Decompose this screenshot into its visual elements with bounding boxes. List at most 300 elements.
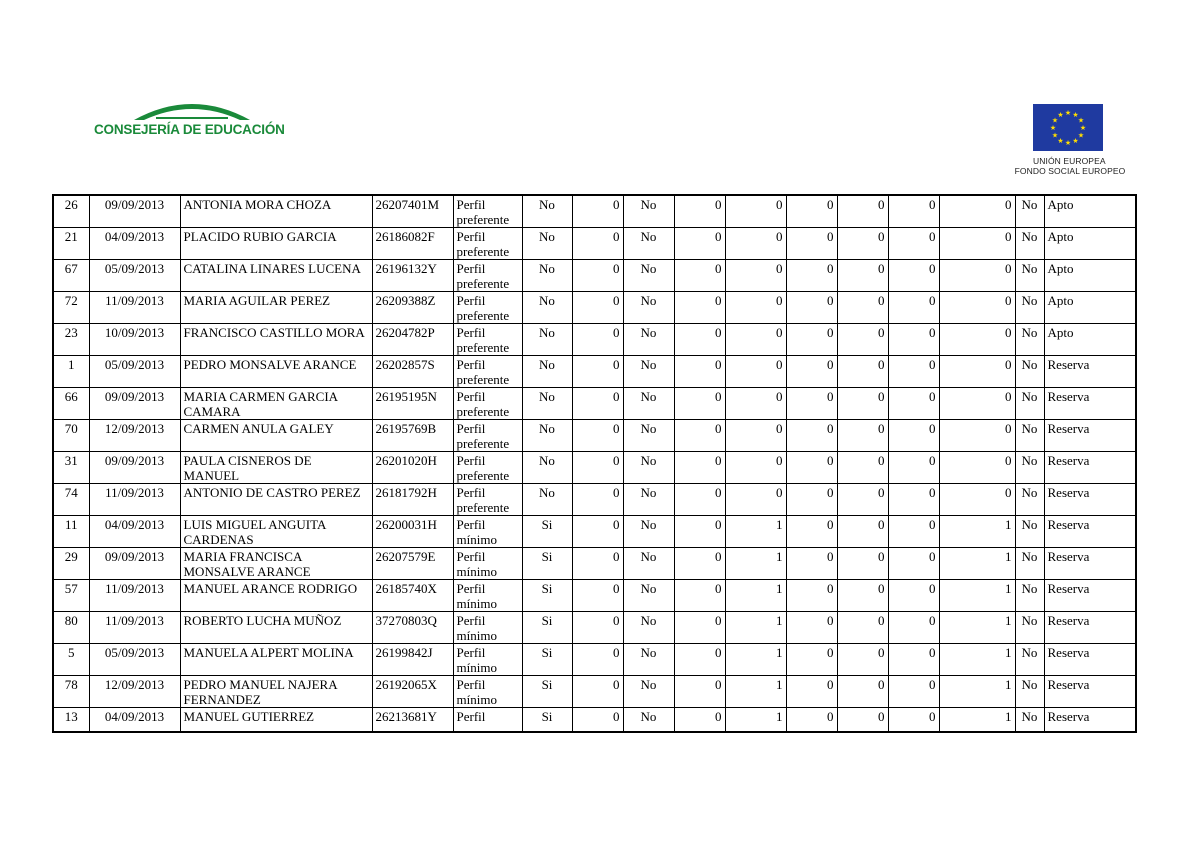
table-cell: 80 [53,612,89,644]
table-cell: 0 [725,324,786,356]
table-cell: MARIA FRANCISCA MONSALVE ARANCE [180,548,372,580]
table-row [53,452,1136,484]
table-cell: Apto [1044,292,1136,324]
table-row [53,388,1136,420]
table-cell: 0 [888,228,939,260]
table-cell: 0 [837,516,888,548]
table-cell: 37270803Q [372,612,453,644]
table-cell: 0 [572,548,623,580]
table-cell: 0 [674,484,725,516]
table-cell: 0 [786,612,837,644]
eu-star-icon: ★ [1079,124,1087,132]
table-cell: 0 [674,420,725,452]
table-cell: 0 [786,324,837,356]
consejeria-logo [94,96,294,146]
table-cell: 0 [837,484,888,516]
table-row [53,676,1136,708]
table-cell: 0 [786,516,837,548]
table-cell: 0 [837,292,888,324]
table-cell: Perfil preferente [453,452,522,484]
table-cell: LUIS MIGUEL ANGUITA CARDENAS [180,516,372,548]
table-cell: 0 [837,452,888,484]
table-row [53,260,1136,292]
table-cell: 21 [53,228,89,260]
table-cell: 0 [725,228,786,260]
table-cell: 0 [888,292,939,324]
table-cell: 0 [837,708,888,732]
table-cell: 0 [837,612,888,644]
table-cell: 1 [939,580,1015,612]
table-cell: No [1015,484,1044,516]
table-cell: PEDRO MANUEL NAJERA FERNANDEZ [180,676,372,708]
table-cell: 04/09/2013 [89,228,180,260]
table-cell: 67 [53,260,89,292]
table-cell: Perfil mínimo [453,644,522,676]
table-cell: 0 [888,708,939,732]
table-cell: Reserva [1044,708,1136,732]
table-cell: Apto [1044,324,1136,356]
table-cell: No [522,484,572,516]
table-cell: 26195769B [372,420,453,452]
table-cell: 0 [674,516,725,548]
table-cell: No [623,644,674,676]
table-cell: No [1015,644,1044,676]
table-row [53,644,1136,676]
table-cell: 0 [674,580,725,612]
table-cell: 0 [674,388,725,420]
eu-star-icon: ★ [1057,111,1064,120]
table-cell: 0 [786,452,837,484]
andalucia-arc-logo-icon [132,96,252,122]
eu-caption-line1: UNIÓN EUROPEA [1033,156,1106,166]
table-cell: 1 [53,356,89,388]
table-cell: 05/09/2013 [89,260,180,292]
table-cell: No [522,260,572,292]
table-cell: 0 [786,292,837,324]
table-cell: 0 [939,356,1015,388]
table-cell: 1 [725,548,786,580]
table-cell: No [522,228,572,260]
table-cell: 0 [786,260,837,292]
table-cell: 0 [939,260,1015,292]
table-cell: 0 [572,388,623,420]
table-cell: No [623,324,674,356]
table-cell: 0 [674,612,725,644]
table-cell: 0 [572,195,623,228]
table-cell: Perfil [453,708,522,732]
eu-star-icon: ★ [1072,136,1079,145]
table-cell: Perfil mínimo [453,548,522,580]
table-cell: Reserva [1044,548,1136,580]
table-cell: Perfil preferente [453,324,522,356]
table-cell: 0 [888,516,939,548]
table-cell: No [522,195,572,228]
table-cell: No [522,324,572,356]
table-cell: 0 [786,228,837,260]
table-cell: No [522,452,572,484]
table-cell: 0 [786,580,837,612]
table-cell: 0 [674,195,725,228]
table-cell: 11/09/2013 [89,292,180,324]
table-cell: 0 [674,356,725,388]
table-cell: 11/09/2013 [89,484,180,516]
table-cell: 26196132Y [372,260,453,292]
table-cell: 0 [888,580,939,612]
table-cell: ANTONIA MORA CHOZA [180,195,372,228]
table-cell: No [522,356,572,388]
eu-star-icon: ★ [1077,116,1085,125]
table-cell: 1 [939,516,1015,548]
table-cell: Perfil mínimo [453,516,522,548]
table-cell: 1 [939,676,1015,708]
eu-flag-icon [1033,104,1103,151]
table-cell: Si [522,612,572,644]
table-cell: 0 [786,484,837,516]
table-cell: 0 [888,388,939,420]
table-cell: 0 [572,708,623,732]
candidates-table [52,194,1137,733]
table-cell: 0 [837,580,888,612]
table-row [53,484,1136,516]
table-row [53,356,1136,388]
table-cell: 0 [837,356,888,388]
table-cell: 0 [786,548,837,580]
table-cell: ROBERTO LUCHA MUÑOZ [180,612,372,644]
table-cell: 0 [572,580,623,612]
table-cell: No [1015,388,1044,420]
table-cell: No [623,484,674,516]
table-cell: No [1015,676,1044,708]
table-cell: 0 [572,644,623,676]
table-cell: Si [522,644,572,676]
table-cell: 0 [725,420,786,452]
table-cell: No [1015,548,1044,580]
table-cell: Perfil mínimo [453,676,522,708]
table-cell: 26181792H [372,484,453,516]
eu-caption [1005,156,1135,176]
table-cell: 26207579E [372,548,453,580]
table-cell: 26199842J [372,644,453,676]
table-cell: 0 [786,420,837,452]
table-cell: No [522,420,572,452]
table-row [53,612,1136,644]
table-cell: No [1015,356,1044,388]
table-cell: Perfil preferente [453,260,522,292]
table-cell: No [623,548,674,580]
table-cell: No [1015,228,1044,260]
table-cell: 0 [572,356,623,388]
table-cell: 26207401M [372,195,453,228]
consejeria-name: CONSEJERÍA DE EDUCACIÓN [94,122,285,137]
table-cell: No [623,260,674,292]
table-cell: 05/09/2013 [89,644,180,676]
table-cell: 1 [939,612,1015,644]
table-cell: 66 [53,388,89,420]
table-cell: Reserva [1044,388,1136,420]
table-cell: No [623,612,674,644]
table-cell: PLACIDO RUBIO GARCIA [180,228,372,260]
table-cell: 0 [888,548,939,580]
table-cell: Apto [1044,260,1136,292]
table-cell: ANTONIO DE CASTRO PEREZ [180,484,372,516]
table-cell: 26 [53,195,89,228]
table-cell: Si [522,516,572,548]
table-cell: 0 [939,195,1015,228]
table-cell: No [623,420,674,452]
table-cell: Si [522,708,572,732]
table-cell: 0 [939,292,1015,324]
table-cell: MANUELA ALPERT MOLINA [180,644,372,676]
table-cell: 0 [572,452,623,484]
table-cell: MANUEL ARANCE RODRIGO [180,580,372,612]
table-cell: 13 [53,708,89,732]
table-cell: No [1015,708,1044,732]
table-cell: 0 [572,228,623,260]
table-cell: Reserva [1044,356,1136,388]
table-cell: No [522,292,572,324]
eu-star-icon: ★ [1064,109,1072,117]
table-cell: No [1015,580,1044,612]
table-cell: 10/09/2013 [89,324,180,356]
table-row [53,580,1136,612]
table-cell: 1 [725,580,786,612]
table-cell: No [522,388,572,420]
table-cell: No [623,676,674,708]
table-cell: 74 [53,484,89,516]
table-cell: 31 [53,452,89,484]
table-cell: 26185740X [372,580,453,612]
table-row [53,516,1136,548]
table-cell: 0 [888,324,939,356]
eu-caption-line2: FONDO SOCIAL EUROPEO [1014,166,1126,176]
table-row [53,420,1136,452]
eu-star-icon: ★ [1057,136,1064,145]
table-cell: No [623,292,674,324]
table-cell: 0 [888,644,939,676]
table-cell: No [623,580,674,612]
table-cell: 26200031H [372,516,453,548]
table-cell: 0 [888,676,939,708]
table-cell: 0 [572,484,623,516]
table-cell: 04/09/2013 [89,708,180,732]
table-cell: Si [522,580,572,612]
table-cell: 0 [837,260,888,292]
table-cell: 0 [572,516,623,548]
table-cell: 0 [939,452,1015,484]
table-cell: Reserva [1044,420,1136,452]
table-cell: 0 [572,260,623,292]
table-cell: Reserva [1044,516,1136,548]
table-cell: Perfil preferente [453,420,522,452]
table-cell: 0 [674,676,725,708]
table-cell: 0 [725,260,786,292]
table-cell: 11/09/2013 [89,612,180,644]
table-cell: 0 [674,260,725,292]
table-cell: Reserva [1044,580,1136,612]
table-row [53,548,1136,580]
table-cell: 0 [837,228,888,260]
table-cell: 04/09/2013 [89,516,180,548]
table-cell: Apto [1044,228,1136,260]
table-cell: Perfil preferente [453,388,522,420]
table-cell: 1 [725,644,786,676]
table-cell: Reserva [1044,484,1136,516]
table-cell: No [623,708,674,732]
table-cell: 0 [725,388,786,420]
table-cell: No [1015,452,1044,484]
table-cell: 0 [888,452,939,484]
table-cell: Perfil preferente [453,228,522,260]
table-cell: 0 [674,324,725,356]
table-cell: Si [522,548,572,580]
table-cell: 0 [572,420,623,452]
table-cell: 1 [725,676,786,708]
table-cell: 26204782P [372,324,453,356]
table-cell: PEDRO MONSALVE ARANCE [180,356,372,388]
eu-star-icon: ★ [1051,131,1059,140]
table-cell: 78 [53,676,89,708]
table-cell: No [623,516,674,548]
table-cell: No [1015,612,1044,644]
table-cell: 1 [939,548,1015,580]
table-cell: 70 [53,420,89,452]
table-cell: No [623,228,674,260]
table-cell: 0 [674,228,725,260]
table-cell: 0 [888,612,939,644]
table-cell: Perfil preferente [453,484,522,516]
table-cell: 0 [572,676,623,708]
table-cell: 0 [888,484,939,516]
table-cell: 26201020H [372,452,453,484]
table-cell: No [623,195,674,228]
table-cell: 26195195N [372,388,453,420]
table-cell: 0 [888,420,939,452]
table-cell: 26209388Z [372,292,453,324]
table-cell: 57 [53,580,89,612]
table-cell: CARMEN ANULA GALEY [180,420,372,452]
table-cell: 1 [939,644,1015,676]
table-cell: 0 [674,548,725,580]
table-cell: 0 [786,708,837,732]
table-cell: 0 [674,644,725,676]
table-cell: PAULA CISNEROS DE MANUEL [180,452,372,484]
table-cell: 0 [786,356,837,388]
table-cell: MARIA AGUILAR PEREZ [180,292,372,324]
eu-star-icon: ★ [1072,111,1079,120]
table-cell: Perfil preferente [453,292,522,324]
table-cell: 0 [725,452,786,484]
table-row [53,324,1136,356]
table-cell: 0 [725,484,786,516]
table-row [53,708,1136,732]
table-cell: 1 [725,612,786,644]
eu-star-icon: ★ [1051,116,1059,125]
table-cell: 12/09/2013 [89,676,180,708]
table-row [53,195,1136,228]
table-cell: 0 [725,356,786,388]
table-cell: No [1015,420,1044,452]
table-cell: 26213681Y [372,708,453,732]
table-cell: 1 [939,708,1015,732]
table-cell: 05/09/2013 [89,356,180,388]
table-cell: 5 [53,644,89,676]
table-cell: Reserva [1044,612,1136,644]
table-cell: Reserva [1044,644,1136,676]
table-cell: MANUEL GUTIERREZ [180,708,372,732]
table-cell: 29 [53,548,89,580]
table-cell: Reserva [1044,676,1136,708]
eu-star-icon: ★ [1049,124,1057,132]
table-cell: 0 [725,292,786,324]
table-cell: Si [522,676,572,708]
table-cell: 11 [53,516,89,548]
table-cell: 72 [53,292,89,324]
table-cell: 0 [888,260,939,292]
table-cell: No [623,388,674,420]
table-cell: 09/09/2013 [89,195,180,228]
table-cell: No [1015,516,1044,548]
table-cell: 0 [888,195,939,228]
table-cell: MARIA CARMEN GARCIA CAMARA [180,388,372,420]
table-cell: 0 [939,228,1015,260]
table-cell: 0 [939,484,1015,516]
table-cell: 0 [786,388,837,420]
table-row [53,292,1136,324]
table-cell: 26202857S [372,356,453,388]
table-cell: 11/09/2013 [89,580,180,612]
table-row [53,228,1136,260]
table-cell: Apto [1044,195,1136,228]
table-cell: 0 [572,292,623,324]
table-cell: No [1015,195,1044,228]
table-cell: 09/09/2013 [89,548,180,580]
table-cell: Perfil mínimo [453,580,522,612]
table-cell: 0 [674,292,725,324]
table-cell: No [1015,292,1044,324]
table-cell: 09/09/2013 [89,452,180,484]
table-cell: No [623,356,674,388]
table-cell: 0 [837,388,888,420]
table-cell: Reserva [1044,452,1136,484]
table-cell: No [623,452,674,484]
table-cell: Perfil preferente [453,195,522,228]
table-cell: 0 [939,388,1015,420]
table-cell: 1 [725,516,786,548]
table-cell: 0 [939,420,1015,452]
table-cell: No [1015,324,1044,356]
table-cell: 0 [572,612,623,644]
table-cell: 0 [837,324,888,356]
table-cell: 12/09/2013 [89,420,180,452]
eu-star-icon: ★ [1077,131,1085,140]
table-cell: 0 [837,676,888,708]
table-cell: 0 [837,644,888,676]
table-cell: 26192065X [372,676,453,708]
table-cell: 0 [786,644,837,676]
table-cell: 0 [674,452,725,484]
table-cell: 0 [725,195,786,228]
eu-star-icon: ★ [1064,139,1072,147]
table-cell: Perfil mínimo [453,612,522,644]
table-cell: No [1015,260,1044,292]
table-cell: 26186082F [372,228,453,260]
table-cell: CATALINA LINARES LUCENA [180,260,372,292]
table-cell: FRANCISCO CASTILLO MORA [180,324,372,356]
table-cell: 1 [725,708,786,732]
table-cell: 0 [786,195,837,228]
table-cell: 0 [939,324,1015,356]
eu-logo [1005,104,1135,184]
